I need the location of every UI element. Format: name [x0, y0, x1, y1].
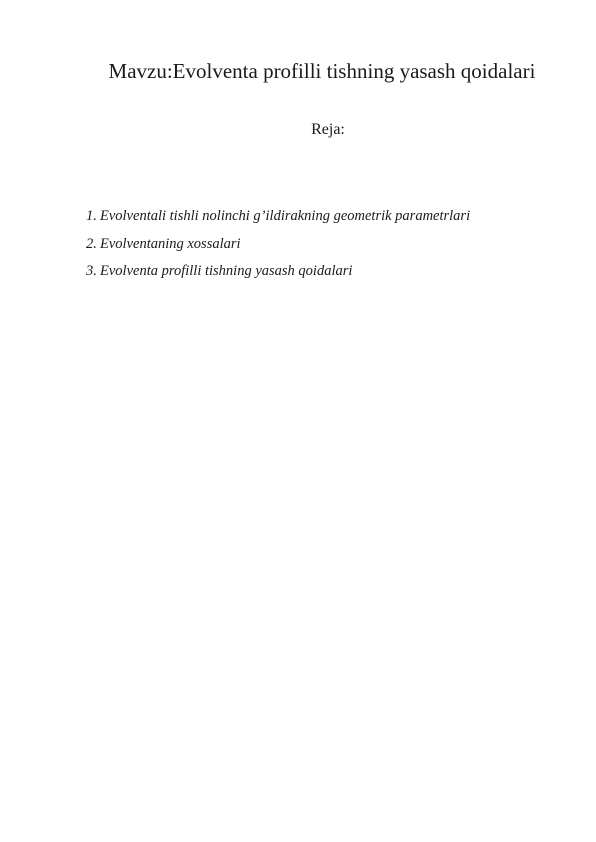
plan-item-number: 2.	[86, 235, 97, 252]
plan-heading: Reja:	[311, 121, 345, 138]
plan-item	[86, 203, 470, 231]
plan-list	[86, 203, 470, 286]
plan-item-text: Evolventaning xossalari	[100, 235, 241, 252]
plan-item	[86, 258, 470, 286]
plan-item-number: 1.	[86, 208, 97, 224]
plan-item-text: Evolventali tishli nolinchi g’ildirakning geometrik parametrlari	[100, 208, 471, 224]
document-title: Mavzu:Evolventa profilli tishning yasash qoidalari	[108, 59, 536, 83]
plan-item	[86, 231, 470, 259]
plan-item-text: Evolventa profilli tishning yasash qoidalari	[100, 263, 353, 279]
plan-item-number: 3.	[86, 263, 97, 279]
